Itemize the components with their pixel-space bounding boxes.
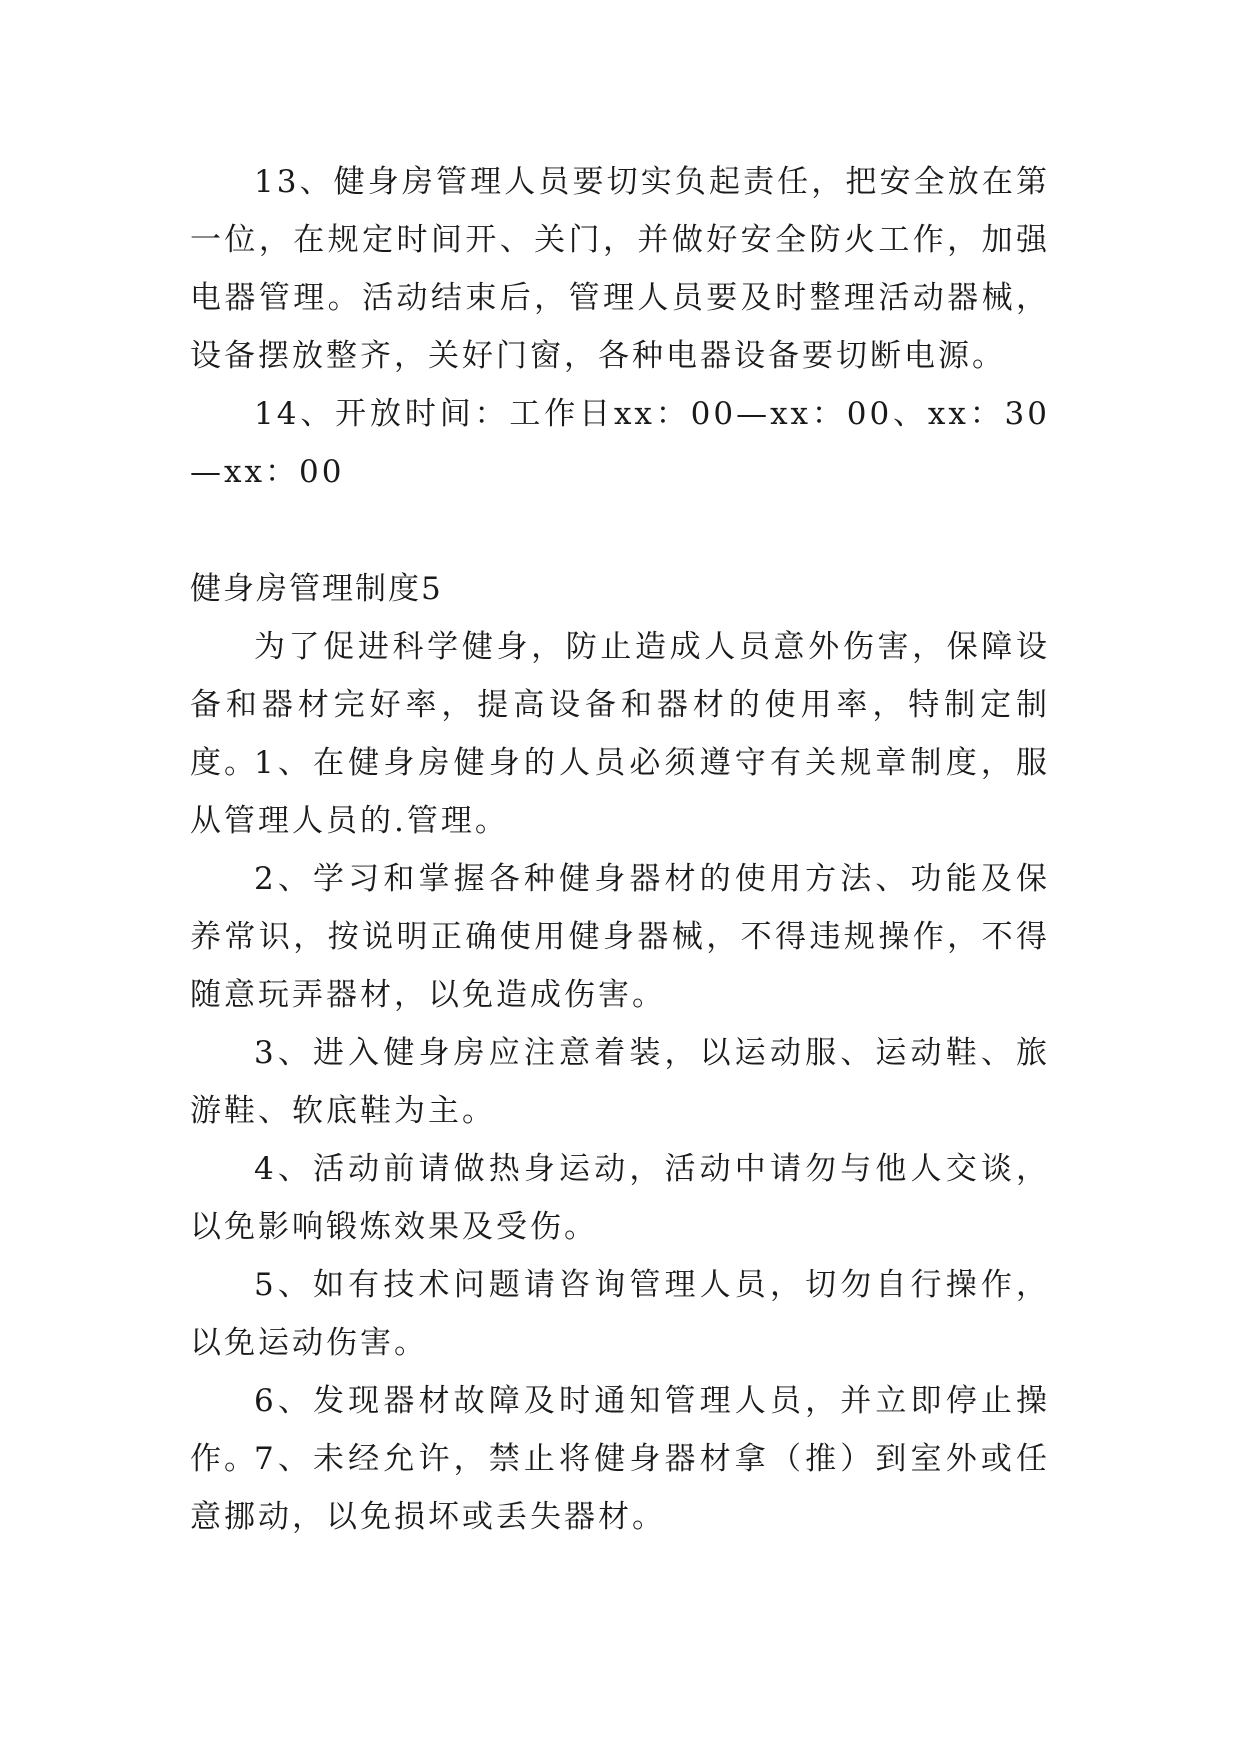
paragraph-rule-14: 14、开放时间：工作日xx：00—xx：00、xx：30—xx：00 [190, 396, 1050, 490]
paragraph-rule-5: 5、如有技术问题请咨询管理人员，切勿自行操作，以免运动伤害。 [190, 1267, 1050, 1361]
paragraph-rule-13: 13、健身房管理人员要切实负起责任，把安全放在第一位，在规定时间开、关门，并做好安全防火工作，加强电器管理。活动结束后，管理人员要及时整理活动器械，设备摆放整齐，关好门窗，各种电器设备要切断电源。 [190, 164, 1050, 374]
paragraph-rule-6: 6、发现器材故障及时通知管理人员，并立即停止操作。 [190, 1383, 1050, 1477]
paragraph-rule-4: 4、活动前请做热身运动，活动中请勿与他人交谈，以免影响锻炼效果及受伤。 [190, 1151, 1050, 1245]
paragraph-rule-7: 7、未经允许，禁止将健身器材拿（推）到室外或任意挪动，以免损坏或丢失器材。 [190, 1441, 1050, 1535]
paragraph-rule-2: 2、学习和掌握各种健身器材的使用方法、功能及保养常识，按说明正确使用健身器械，不得违规操作，不得随意玩弄器材，以免造成伤害。 [190, 861, 1050, 1013]
paragraph-intro: 为了促进科学健身，防止造成人员意外伤害，保障设备和器材完好率，提高设备和器材的使用率，特制定制度。 [190, 629, 1050, 781]
section-title: 健身房管理制度5 [190, 571, 443, 607]
paragraph-rule-1: 1、在健身房健身的人员必须遵守有关规章制度，服从管理人员的.管理。 [190, 745, 1050, 839]
paragraph-rule-3: 3、进入健身房应注意着装，以运动服、运动鞋、旅游鞋、软底鞋为主。 [190, 1035, 1050, 1129]
